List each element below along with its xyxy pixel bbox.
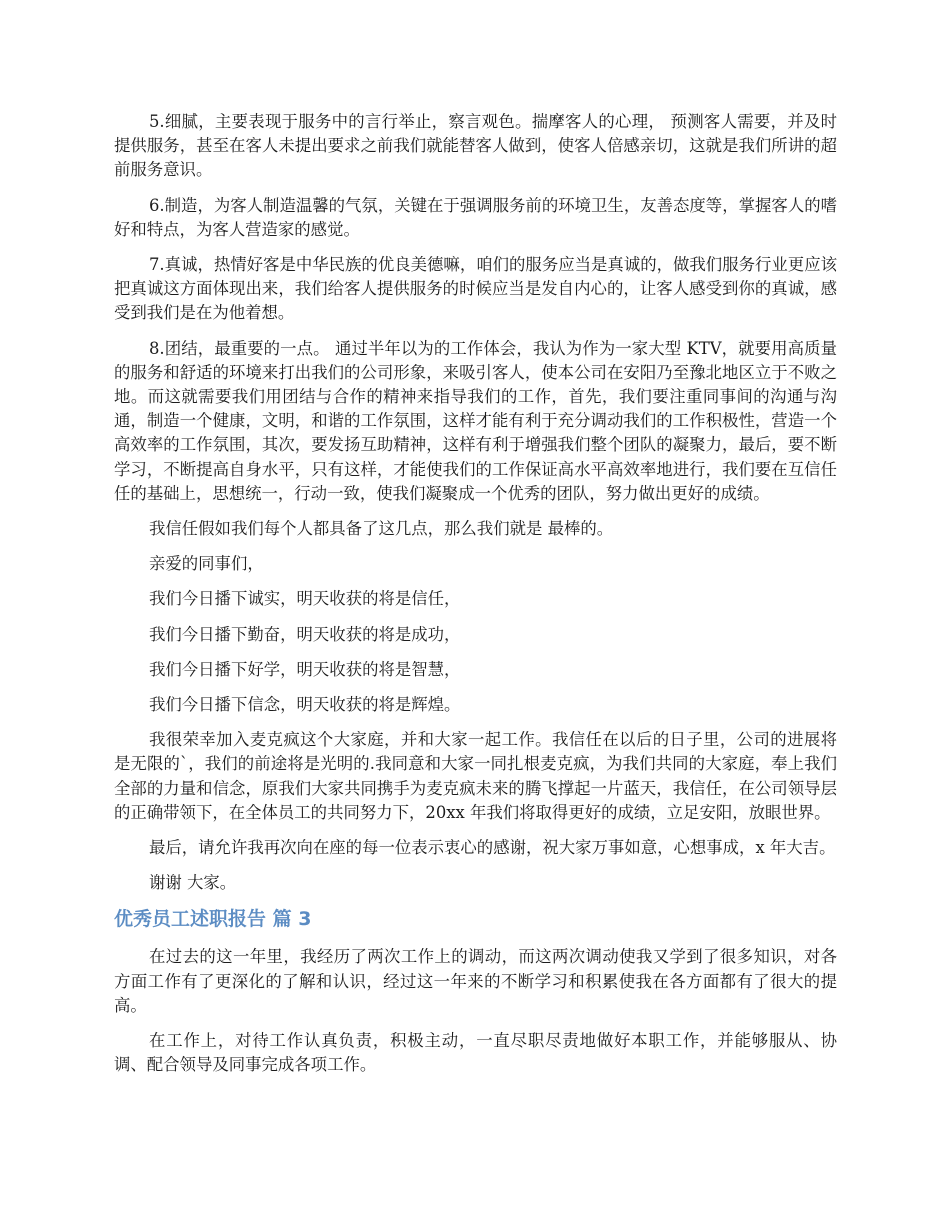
paragraph-item-7: 7.真诚，热情好客是中华民族的优良美德嘛，咱们的服务应当是真诚的，做我们服务行业更应该把真诚这方面体现出来，我们给客人提供服务的时候应当是发自内心的，让客人感受到你的真诚，感受到我们是在为他着想。 xyxy=(114,255,837,323)
paragraph-thanks: 谢谢 大家。 xyxy=(149,873,237,893)
paragraph-verse-2: 我们今日播下勤奋，明天收获的将是成功， xyxy=(149,624,461,644)
paragraph-verse-3: 我们今日播下好学，明天收获的将是智慧， xyxy=(149,659,461,679)
paragraph-item-6: 6.制造，为客人制造温馨的气氛，关键在于强调服务前的环境卫生，友善态度等，掌握客人的嗜好和特点，为客人营造家的感觉。 xyxy=(114,195,837,239)
paragraph-greeting: 亲爱的同事们， xyxy=(149,554,264,574)
paragraph-verse-1: 我们今日播下诚实，明天收获的将是信任， xyxy=(149,589,461,609)
paragraph-honor: 我很荣幸加入麦克疯这个大家庭，并和大家一起工作。我信任在以后的日子里，公司的进展将是无限的`，我们的前途将是光明的.我同意和大家一同扎根麦克疯，为我们共同的大家庭，奉上我们全部的力量和信念，原我们大家共同携手为麦克疯未来的腾飞撑起一片蓝天，我信任，在公司领导层的正确带领下，在全体员工的共同努力下，20xx 年我们将取得更好的成绩，立足安阳，放眼世界。 xyxy=(114,730,837,822)
paragraph-belief: 我信任假如我们每个人都具备了这几点，那么我们就是 最棒的。 xyxy=(149,519,614,539)
paragraph-item-8: 8.团结，最重要的一点。 通过半年以为的工作体会，我认为作为一家大型 KTV，就要用高质量的服务和舒适的环境来打出我们的公司形象，来吸引客人，使本公司在安阳乃至豫北地区立于不败之地。而这就需要我们用团结与合作的精神来指导我们的工作，首先，我们要注重同事间的沟通与沟通，制造一个健康，文明，和谐的工作氛围，这样才能有利于充分调动我们的工作积极性，营造一个高效率的工作氛围，其次，要发扬互助精神，这样有利于增强我们整个团队的凝聚力，最后，要不断学习，不断提高自身水平，只有这样，才能使我们的工作保证高水平高效率地进行，我们要在互信任任的基础上，思想统一，行动一致，使我们凝聚成一个优秀的团队，努力做出更好的成绩。 xyxy=(114,338,837,503)
section-title: 优秀员工述职报告 篇 3 xyxy=(114,908,312,931)
paragraph-year-review: 在过去的这一年里，我经历了两次工作上的调动，而这两次调动使我又学到了很多知识，对各方面工作有了更深化的了解和认识，经过这一年来的不断学习和积累使我在各方面都有了很大的提高。 xyxy=(114,947,837,1015)
paragraph-verse-4: 我们今日播下信念，明天收获的将是辉煌。 xyxy=(149,695,461,715)
document-body xyxy=(114,110,837,1089)
paragraph-item-5: 5.细腻，主要表现于服务中的言行举止，察言观色。揣摩客人的心理， 预测客人需要，并及时提供服务，甚至在客人未提出要求之前我们就能替客人做到，使客人倍感亲切，这就是我们所讲的超前服务意识。 xyxy=(114,112,837,180)
paragraph-work-attitude: 在工作上，对待工作认真负责，积极主动，一直尽职尽责地做好本职工作，并能够服从、协调、配合领导及同事完成各项工作。 xyxy=(114,1031,837,1075)
paragraph-closing: 最后，请允许我再次向在座的每一位表示衷心的感谢，祝大家万事如意，心想事成，x 年大吉。 xyxy=(149,838,836,858)
